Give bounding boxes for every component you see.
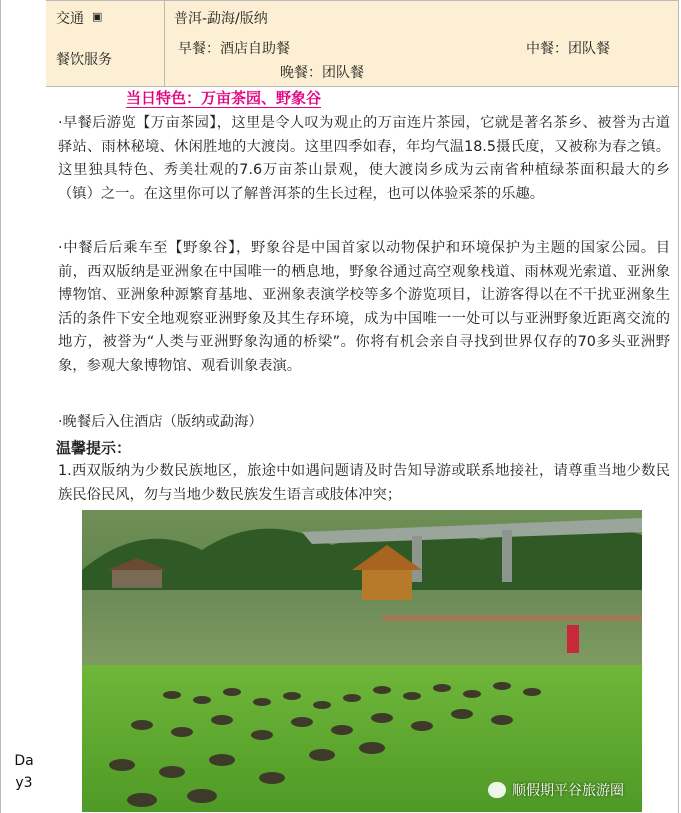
transport-label-cell	[46, 1, 165, 34]
transport-value: 普洱-勐海/版纳	[174, 11, 268, 27]
day-column	[0, 0, 48, 813]
bus-icon: ▣	[92, 10, 103, 23]
watermark	[488, 780, 624, 800]
tip-1: 1.西双版纳为少数民族地区，旅途中如遇问题请及时告知导游或联系地接社，请尊重当地少数民族民俗民风，勿与当地少数民族发生语言或肢体冲突；	[58, 463, 670, 503]
breakfast-text: 早餐：酒店自助餐	[178, 41, 290, 57]
day-label: Da y3	[14, 753, 34, 791]
meals-label-cell	[46, 34, 165, 86]
paragraph-elephant-valley: ·中餐后后乘车至【野象谷】，野象谷是中国首家以动物保护和环境保护为主题的国家公园。目前，西双版纳是亚洲象在中国唯一的栖息地，野象谷通过高空观象栈道、雨林观光索道、亚洲象博物馆、亚洲象种源繁育基地、亚洲象表演学校等多个游览项目，让游客得以在不干扰亚洲象生活的条件下安全地观察亚洲野象及其生存环境，成为中国唯一一处可以与亚洲野象近距离交流的地方，被誉为“人类与亚洲野象沟通的桥梁”。你将有机会亲自寻找到世界仅存的70多头亚洲野象，参观大象博物馆、观看训象表演。	[58, 240, 670, 374]
watermark-text: 顺假期平谷旅游圈	[512, 783, 624, 799]
lunch-text: 中餐：团队餐	[526, 41, 610, 57]
dinner-text: 晚餐：团队餐	[280, 65, 364, 81]
paragraph-tea-garden: ·早餐后游览【万亩茶园】，这里是令人叹为观止的万亩连片茶园，它就是著名茶乡、被誉为古道驿站、雨林秘境、休闲胜地的大渡岗。这里四季如春，年均气温18.5摄氏度，又被称为春之镇。这里独具特色、秀美壮观的7.6万亩茶山景观，使大渡岗乡成为云南省种植绿茶面积最大的乡（镇）之一。在这里你可以了解普洱茶的生长过程，也可以体验采茶的乐趣。	[58, 115, 670, 202]
lake-peacock-scene	[82, 510, 642, 812]
tips-title: 温馨提示：	[56, 439, 132, 457]
meals-row	[46, 34, 679, 87]
feature-title: 当日特色：万亩茶园、野象谷	[126, 89, 322, 107]
transport-label: 交通	[56, 11, 84, 27]
park-photo	[82, 510, 642, 812]
paragraph-hotel: ·晚餐后入住酒店（版纳或勐海）	[58, 414, 263, 430]
wechat-icon	[488, 782, 506, 798]
transport-row	[46, 0, 679, 35]
day-content	[46, 87, 679, 813]
meals-label: 餐饮服务	[56, 52, 112, 68]
